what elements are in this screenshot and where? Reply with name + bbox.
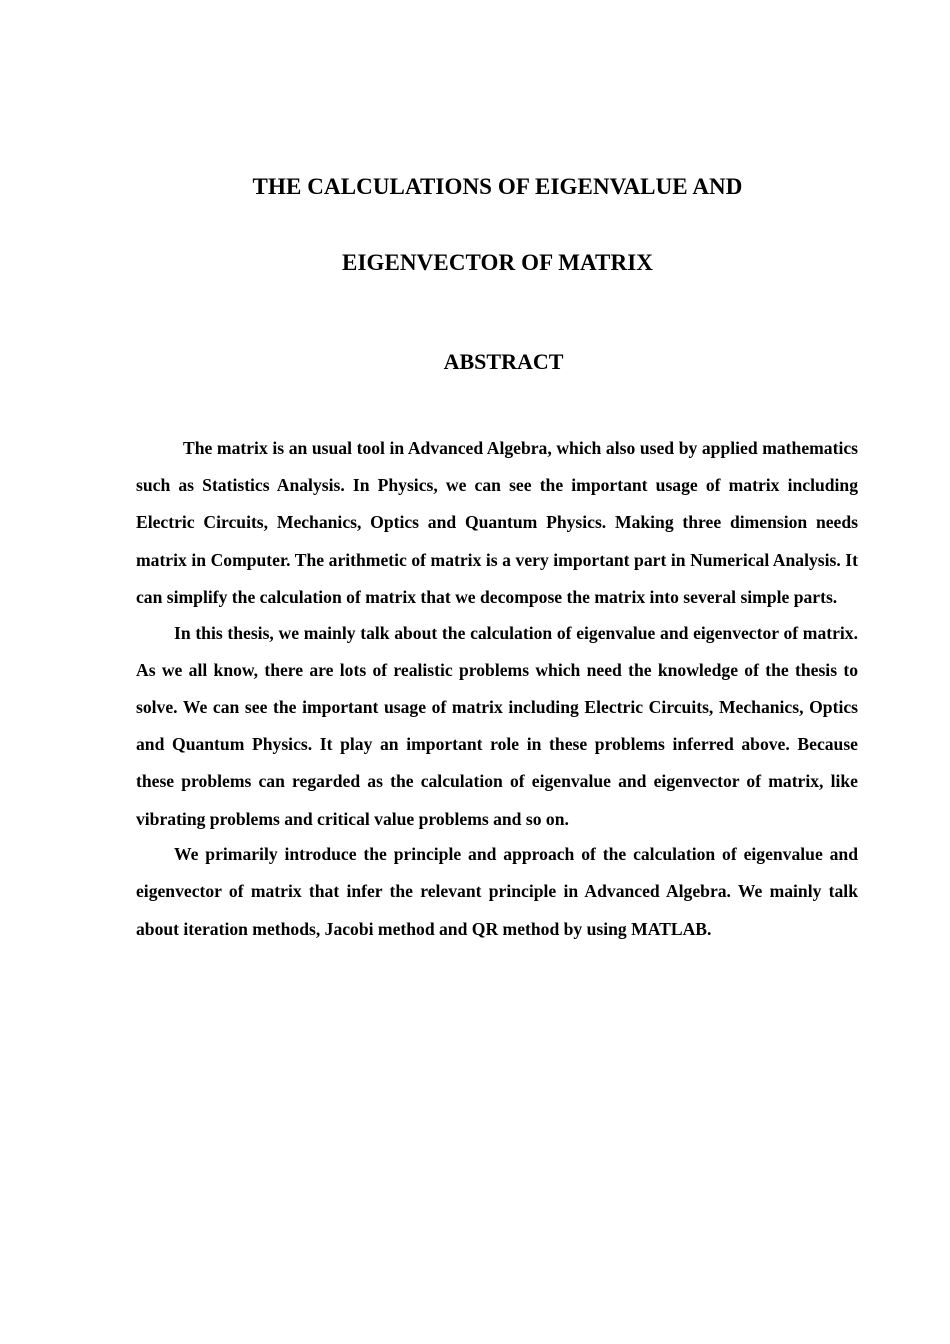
title-line-1: THE CALCULATIONS OF EIGENVALUE AND (252, 174, 743, 199)
abstract-heading: ABSTRACT (443, 349, 564, 374)
title-line-2: EIGENVECTOR OF MATRIX (342, 250, 653, 275)
abstract-paragraph-3: We primarily introduce the principle and approach of the calculation of eigenvalue and eigenvector of matrix that infer the relevant principle in Advanced Algebra. We mainly talk about iteration methods, Jacobi method and QR method by using MATLAB. (136, 844, 858, 939)
abstract-paragraph-1: The matrix is an usual tool in Advanced Algebra, which also used by applied mathematics such as Statistics Analysis. In Physics, we can see the important usage of matrix including Electric Circuits, Mechanics, Optics and Quantum Physics. Making three dimension needs matrix in Computer. The arithmetic of matrix is a very important part in Numerical Analysis. It can simplify the calculation of matrix that we decompose the matrix into several simple parts. (136, 438, 858, 607)
abstract-body (136, 430, 858, 948)
abstract-paragraph-2: In this thesis, we mainly talk about the calculation of eigenvalue and eigenvector of matrix. As we all know, there are lots of realistic problems which need the knowledge of the thesis to solve. We can see the important usage of matrix including Electric Circuits, Mechanics, Optics and Quantum Physics. It play an important role in these problems inferred above. Because these problems can regarded as the calculation of eigenvalue and eigenvector of matrix, like vibrating problems and critical value problems and so on. (136, 622, 858, 829)
